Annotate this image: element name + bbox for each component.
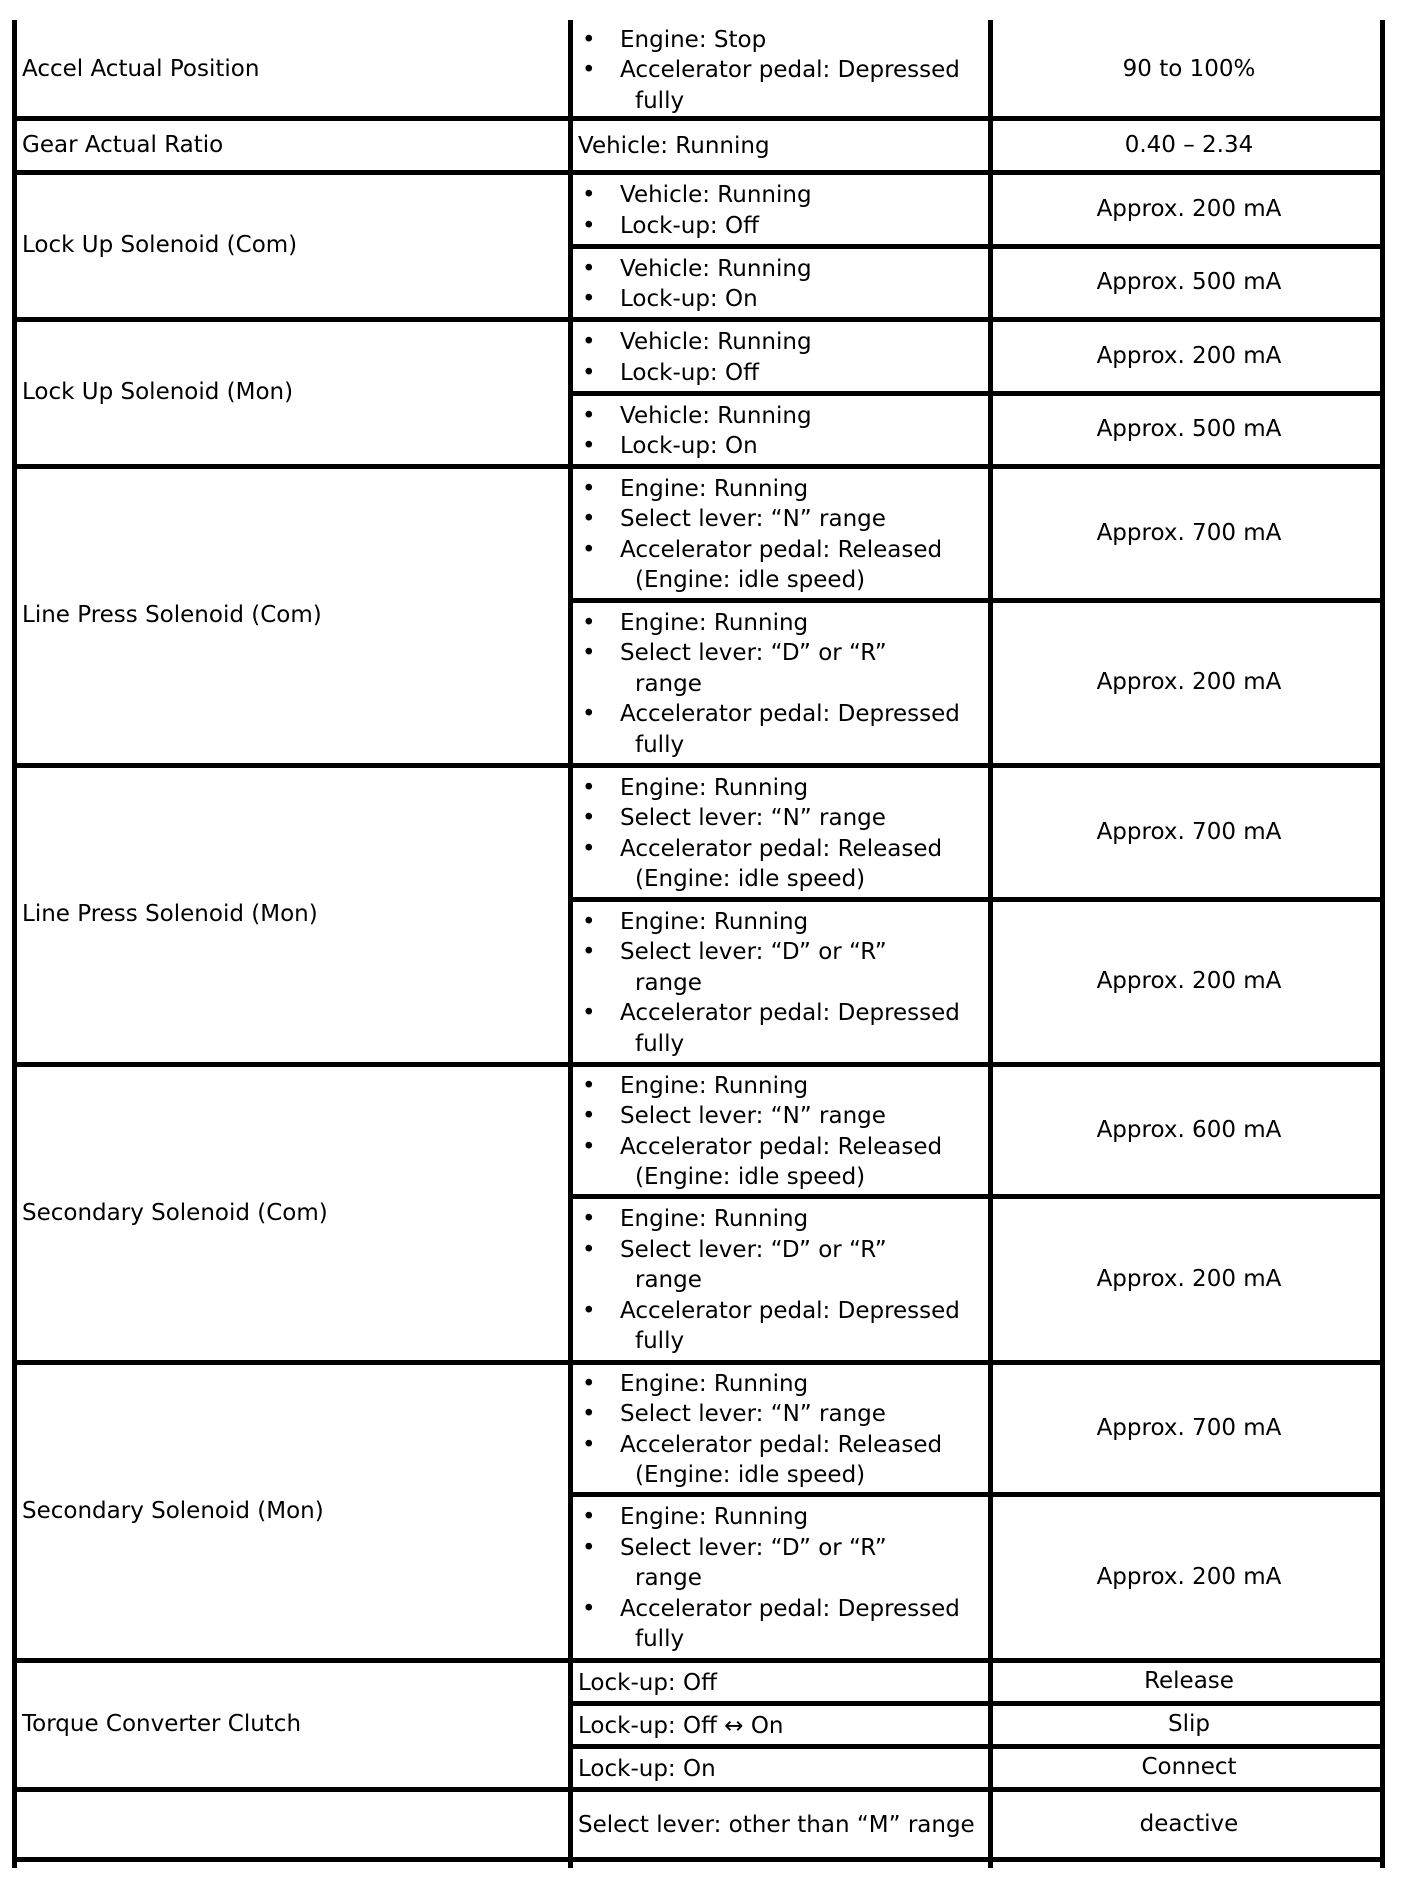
condition-text: Accelerator pedal: Released [620, 1133, 943, 1160]
condition-text: Accelerator pedal: Depressed [620, 1000, 960, 1027]
condition-text-continuation: range [635, 1565, 702, 1592]
condition-list-item [578, 254, 988, 285]
condition-text-continuation: fully [635, 731, 685, 758]
condition-list [578, 401, 988, 462]
condition-text-continuation: (Engine: idle speed) [635, 567, 866, 593]
condition-text: Select lever: “D” or “R” [620, 640, 887, 667]
condition-text: Lock-up: Off [620, 359, 759, 386]
condition-text: Select lever: “N” range [620, 1103, 886, 1129]
condition-list-item [578, 1296, 988, 1357]
condition-list-item [578, 773, 988, 804]
condition-text-continuation: (Engine: idle speed) [635, 1164, 866, 1190]
table-row-item-label: Lock Up Solenoid (Mon) [22, 379, 294, 406]
condition-text: Select lever: “D” or “R” [620, 1534, 887, 1561]
table-row-item-label: Line Press Solenoid (Mon) [22, 901, 318, 928]
condition-list-item [578, 699, 988, 760]
condition-cell [578, 121, 988, 172]
condition-list-item [578, 608, 988, 639]
condition-text: Lock-up: Off ↔ On [578, 1712, 784, 1739]
condition-list-item [578, 1132, 988, 1193]
condition-text: Accelerator pedal: Released [620, 1431, 943, 1458]
condition-text: Accelerator pedal: Depressed [620, 57, 960, 84]
condition-cell [578, 1199, 988, 1362]
condition-text: Accelerator pedal: Released [620, 835, 943, 862]
condition-text: Engine: Running [620, 475, 809, 502]
condition-list [578, 608, 988, 761]
table-row-item-label [22, 1789, 567, 1859]
condition-text: Vehicle: Running [620, 402, 812, 429]
condition-text: Engine: Running [620, 1206, 809, 1233]
condition-text: Select lever: “N” range [620, 506, 886, 532]
value-cell: Approx. 700 mA [1096, 1414, 1282, 1441]
condition-text-continuation: fully [635, 1626, 685, 1653]
table-row-item-label: Secondary Solenoid (Mon) [22, 1497, 324, 1524]
condition-list [578, 474, 988, 596]
condition-list-item [578, 504, 988, 535]
value-cell: Approx. 200 mA [1096, 1563, 1282, 1590]
condition-text: Engine: Running [620, 774, 809, 801]
condition-text: Engine: Running [620, 609, 809, 636]
value-cell: Approx. 700 mA [1096, 818, 1282, 845]
condition-text: Vehicle: Running [578, 133, 770, 160]
value-cell: Approx. 500 mA [1096, 269, 1282, 296]
condition-text-continuation: (Engine: idle speed) [635, 866, 866, 892]
condition-text: Vehicle: Running [620, 182, 812, 208]
condition-list-item [578, 55, 988, 116]
condition-text-continuation: fully [635, 87, 685, 114]
condition-list-item [578, 358, 988, 389]
condition-text-continuation: fully [635, 1030, 685, 1057]
table-row-item-label: Gear Actual Ratio [22, 131, 224, 158]
value-cell: Release [1144, 1668, 1234, 1695]
condition-text: Accelerator pedal: Depressed [620, 1595, 960, 1622]
condition-list-item [578, 638, 988, 699]
table-vertical-border [988, 20, 993, 1868]
condition-text: Select lever: other than “M” range [578, 1812, 975, 1839]
condition-text: Accelerator pedal: Depressed [620, 1297, 960, 1324]
table-row-item-label: Torque Converter Clutch [22, 1711, 302, 1738]
condition-cell [578, 175, 988, 246]
value-cell: Approx. 200 mA [1096, 195, 1282, 222]
condition-list-item [578, 1502, 988, 1533]
condition-cell [578, 1749, 988, 1789]
value-cell: 0.40 – 2.34 [1124, 131, 1254, 158]
condition-list [578, 907, 988, 1060]
condition-cell [578, 249, 988, 319]
condition-cell [578, 23, 988, 118]
value-cell: Slip [1168, 1711, 1210, 1738]
condition-list-item [578, 474, 988, 505]
condition-cell [578, 1497, 988, 1660]
condition-text: Lock-up: On [620, 433, 758, 459]
value-cell: Approx. 200 mA [1096, 669, 1282, 696]
condition-list-item [578, 1533, 988, 1594]
value-cell: Approx. 500 mA [1096, 416, 1282, 443]
condition-list-item [578, 937, 988, 998]
condition-list [578, 1502, 988, 1655]
table-vertical-border [12, 20, 17, 1868]
condition-list-item [578, 1399, 988, 1430]
condition-text: Select lever: “N” range [620, 1401, 886, 1427]
condition-text: Lock-up: On [620, 286, 758, 312]
condition-text-continuation: (Engine: idle speed) [635, 1462, 866, 1488]
condition-cell [578, 1663, 988, 1703]
value-cell: Approx. 200 mA [1096, 342, 1282, 369]
value-cell: Approx. 600 mA [1096, 1116, 1282, 1143]
condition-list-item [578, 834, 988, 895]
condition-text: Engine: Running [620, 1504, 809, 1531]
condition-cell [578, 322, 988, 393]
table-row-item-label: Accel Actual Position [22, 55, 260, 82]
condition-text: Select lever: “D” or “R” [620, 939, 887, 966]
condition-text: Select lever: “D” or “R” [620, 1236, 887, 1263]
condition-text: Select lever: “N” range [620, 805, 886, 831]
condition-list [578, 1071, 988, 1193]
condition-list-item [578, 1235, 988, 1296]
condition-list-item [578, 284, 988, 315]
condition-cell [578, 469, 988, 600]
value-cell: deactive [1139, 1810, 1239, 1837]
condition-list [578, 773, 988, 895]
value-cell: Approx. 200 mA [1096, 1265, 1282, 1292]
condition-text-continuation: fully [635, 1328, 685, 1355]
condition-list-item [578, 1369, 988, 1400]
condition-text: Accelerator pedal: Released [620, 536, 943, 563]
condition-list-item [578, 907, 988, 938]
table-row-item-label: Lock Up Solenoid (Com) [22, 232, 298, 259]
condition-list-item [578, 327, 988, 358]
value-cell: Connect [1141, 1754, 1237, 1781]
condition-list-item [578, 998, 988, 1059]
condition-text: Accelerator pedal: Depressed [620, 701, 960, 728]
condition-list [578, 1204, 988, 1357]
condition-list-item [578, 1204, 988, 1235]
condition-text: Vehicle: Running [620, 329, 812, 355]
condition-text: Lock-up: Off [620, 212, 759, 239]
condition-list-item [578, 431, 988, 462]
condition-text: Engine: Running [620, 1072, 809, 1099]
table-vertical-border [568, 20, 573, 1868]
value-cell: 90 to 100% [1122, 55, 1256, 82]
condition-cell [578, 1792, 988, 1859]
condition-list-item [578, 180, 988, 211]
condition-list [578, 254, 988, 315]
condition-text: Engine: Running [620, 1370, 809, 1397]
condition-cell [578, 1706, 988, 1746]
condition-cell [578, 768, 988, 899]
condition-list [578, 1369, 988, 1491]
value-cell: Approx. 700 mA [1096, 519, 1282, 546]
table-vertical-border [1380, 20, 1385, 1868]
table-row-item-label: Line Press Solenoid (Com) [22, 602, 322, 629]
condition-text: Engine: Stop [620, 26, 767, 53]
condition-text: Lock-up: On [578, 1755, 716, 1782]
condition-cell [578, 1365, 988, 1494]
condition-list-item [578, 1594, 988, 1655]
condition-list [578, 180, 988, 241]
condition-list-item [578, 535, 988, 596]
condition-text-continuation: range [635, 969, 702, 996]
condition-list-item [578, 25, 988, 56]
condition-text-continuation: range [635, 670, 702, 697]
condition-list-item [578, 1430, 988, 1491]
condition-list-item [578, 211, 988, 242]
condition-cell [578, 396, 988, 466]
condition-text: Vehicle: Running [620, 255, 812, 282]
condition-list-item [578, 1071, 988, 1102]
condition-list-item [578, 401, 988, 432]
condition-text: Lock-up: Off [578, 1669, 717, 1696]
condition-cell [578, 1067, 988, 1196]
table-row-item-label: Secondary Solenoid (Com) [22, 1199, 328, 1226]
condition-text: Engine: Running [620, 908, 809, 935]
condition-cell [578, 603, 988, 765]
condition-list-item [578, 1101, 988, 1132]
condition-text-continuation: range [635, 1267, 702, 1294]
condition-list-item [578, 803, 988, 834]
value-cell: Approx. 200 mA [1096, 968, 1282, 995]
condition-cell [578, 902, 988, 1064]
condition-list [578, 327, 988, 388]
condition-list [578, 25, 988, 117]
